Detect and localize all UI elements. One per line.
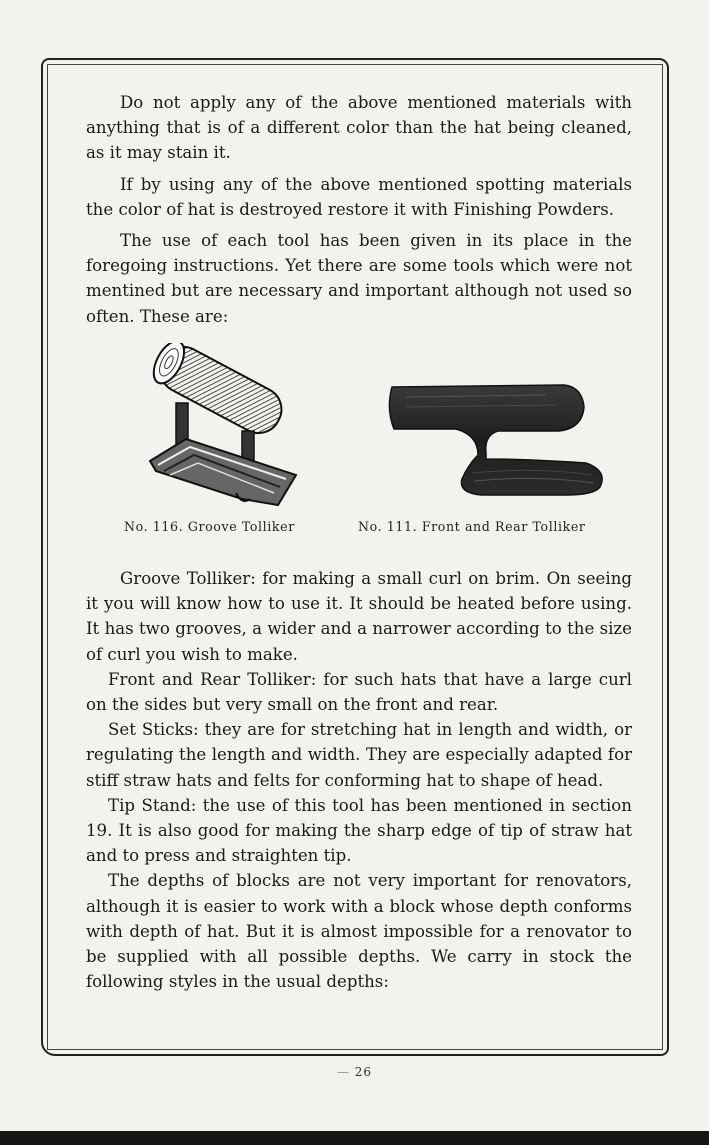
groove-tolliker-illustration: [146, 343, 298, 509]
paragraph-stain-warning: Do not apply any of the above mentioned materials with anything that is of a different color than the hat being cleaned, as it may stain it.: [86, 93, 632, 163]
caption-front-rear-tolliker: No. 111. Front and Rear Tolliker: [358, 519, 586, 534]
bottom-text: [86, 566, 632, 994]
paragraph-tip-stand: Tip Stand: the use of this tool has been mentioned in section 19. It is also good for making the sharp edge of tip of straw hat and to press and straighten tip.: [86, 795, 632, 866]
paragraph-block-depths: The depths of blocks are not very important for renovators, although it is easier to work with a block whose depth conforms with depth of hat. But it is almost impossible for a renovator to be supplied with all possible depths. We carry in stock the following styles in the usual depths:: [86, 871, 632, 992]
page-number: — 26: [336, 1065, 373, 1079]
paragraph-finishing-powders: If by using any of the above mentioned spotting materials the color of hat is destroyed restore it with Finishing Powders.: [86, 174, 632, 219]
front-rear-tolliker-illustration: [386, 383, 608, 499]
top-text: [86, 90, 632, 329]
paragraph-set-sticks: Set Sticks: they are for stretching hat in length and width, or regulating the length and width. They are especially adapted for stiff straw hats and felts for conforming hat to shape of head.: [86, 720, 632, 790]
page-number-value: 26: [354, 1065, 373, 1079]
tool-figures: [118, 343, 638, 539]
paragraph-tools-intro: The use of each tool has been given in its place in the foregoing instructions. Yet there are some tools which were not mentined but are necessary and important although not used so often. These are:: [86, 231, 632, 326]
caption-groove-tolliker: No. 116. Groove Tolliker: [124, 519, 295, 534]
paragraph-groove-tolliker: Groove Tolliker: for making a small curl on brim. On seeing it you will know how to use it. It should be heated before using. It has two grooves, a wider and a narrower according to the size of curl you wish to make.: [86, 569, 632, 664]
scan-edge: [0, 1131, 709, 1145]
paragraph-front-rear-tolliker: Front and Rear Tolliker: for such hats that have a large curl on the sides but very small on the front and rear.: [86, 669, 632, 715]
